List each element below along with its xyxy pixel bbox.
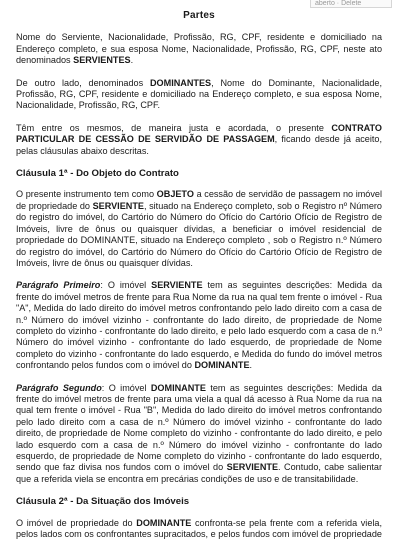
agreement-paragraph: Têm entre os mesmos, de maneira justa e acordada, o presente CONTRATO PARTICULAR DE CESSÃO DE SERVIDÃO DE PASSAGEM, ficando desde já aceito, pelas cláusulas abaixo descritas.: [16, 122, 382, 156]
contract-name: CONTRATO PARTICULAR DE CESSÃO DE SERVIDÃO DE PASSAGEM: [16, 122, 382, 145]
clause-1-paragraph: O presente instrumento tem como OBJETO a cessão de servidão de passagem no imóvel de propriedade do SERVIENTE, situado na Endereço completo, sob o Registro nº Número do registro do imóvel, do Cartório do Número do Ofício do Cartório Ofício de Registro de Imóveis, livre de ônus ou quaisquer dívidas, a beneficiar o imóvel residencial de propriedade do DOMINANTE, situado na Endereço completo , sob o Registro n.º Número do registro do imóvel, do Cartório do Número do Ofício do Cartório Ofício de Registro de Imóveis, livre de ônus ou quaisquer dívidas.: [16, 189, 382, 268]
paragraph-primeiro: Parágrafo Primeiro: O imóvel SERVIENTE tem as seguintes descrições: Medida da frente do imóvel metros de frente para Rua Nome da rua na qual tem frente o imóvel - Rua "A", Medida do lado direito do imóvel metros confrontando pelo lado direito com a casa de n.º Número do imóvel vizinho - confrontante do lado direito, de propriedade de Nome completo do vizinho - confrontante do lado direito, e pelo lado esquerdo com a casa de n.º Número do imóvel vizinho - confrontante do lado esquerdo, de propriedade de Nome completo do vizinho - confrontante do lado esquerdo, e Medida do fundo do imóvel metros confrontando pelos fundos com o imóvel do DOMINANTE.: [16, 280, 382, 371]
party-dominante-paragraph: De outro lado, denominados DOMINANTES, Nome do Dominante, Nacionalidade, Profissão, RG, CPF, residente e domiciliado na Endereço completo, e sua esposa Nome, Nacionalidade, Profissão, RG, CPF.: [16, 77, 382, 111]
party-serviente-paragraph: Nome do Serviente, Nacionalidade, Profissão, RG, CPF, residente e domiciliado na Endereço completo, e sua esposa Nome, Nacionalidade, Profissão, RG, CPF, neste ato denominados SERVIENTES.: [16, 32, 382, 66]
term-servientes: SERVIENTES: [73, 55, 131, 66]
top-badge: aberto · Delete: [310, 0, 392, 8]
paragraph-primeiro-label: Parágrafo Primeiro: [16, 280, 101, 291]
clause-1-title: Cláusula 1ª - Do Objeto do Contrato: [16, 168, 179, 180]
clause-2-paragraph: O imóvel de propriedade do DOMINANTE confronta-se pela frente com a referida viela, pelos lados com os confrontantes supracitados, e pelos fundos com imóvel de propriedade: [16, 517, 382, 540]
paragraph-segundo: Parágrafo Segundo: O imóvel DOMINANTE tem as seguintes descrições: Medida da frente do imóvel metros de frente para uma viela a qual dá acesso à Rua Nome da rua na qual tem frente o imóvel - Rua "B", Medida do lado direito do imóvel metros confrontando pelo lado direito com a casa de n.º Número do imóvel vizinho - confrontante do lado direito, de propriedade de Nome completo do vizinho - confrontante do lado direito, e pelo lado esquerdo com a casa de n.º Número do imóvel vizinho - confrontante do lado esquerdo, de propriedade de Nome completo do vizinho - confrontante do lado esquerdo, sendo que faz divisa nos fundos com o imóvel do SERVIENTE. Contudo, cabe salientar que a referida viela se encontra em precárias condições de uso e de transitabilidade.: [16, 382, 382, 484]
clause-2-title: Cláusula 2ª - Da Situação dos Imóveis: [16, 496, 190, 508]
paragraph-segundo-label: Parágrafo Segundo: [16, 382, 102, 393]
contract-document: [16, 10, 382, 551]
section-title-partes: Partes: [183, 10, 215, 21]
term-dominantes: DOMINANTES: [149, 77, 212, 88]
